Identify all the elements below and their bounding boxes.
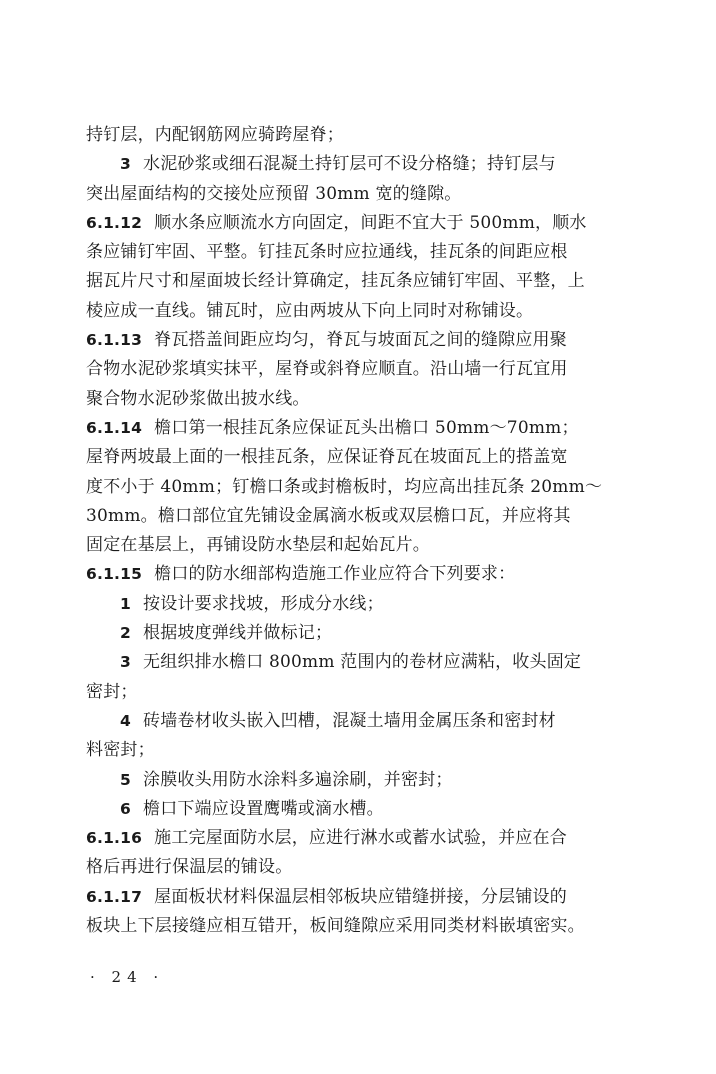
text-line bbox=[86, 678, 618, 707]
line-text: 涂膜收头用防水涂料多遍涂刷，并密封； bbox=[143, 769, 453, 790]
clause-number: 6.1.14 bbox=[86, 418, 143, 437]
clause-number: 6.1.12 bbox=[86, 213, 143, 232]
page-number: · 24 · bbox=[90, 968, 165, 986]
line-text: 水泥砂浆或细石混凝土持钉层可不设分格缝；持钉层与 bbox=[143, 154, 556, 175]
text-line bbox=[86, 180, 618, 209]
line-text: 施工完屋面防水层，应进行淋水或蓄水试验，并应在合 bbox=[154, 828, 567, 849]
item-number: 5 bbox=[120, 770, 131, 789]
line-text: 棱应成一直线。铺瓦时，应由两坡从下向上同时对称铺设。 bbox=[86, 300, 534, 321]
text-line bbox=[86, 531, 618, 560]
line-text: 持钉层，内配钢筋网应骑跨屋脊； bbox=[86, 125, 344, 145]
text-line bbox=[86, 414, 618, 443]
item-number: 3 bbox=[120, 653, 131, 672]
text-line bbox=[86, 443, 618, 472]
text-line bbox=[86, 883, 618, 912]
line-text: 顺水条应顺流水方向固定，间距不宜大于 500mm，顺水 bbox=[154, 212, 587, 233]
line-text: 30mm。檐口部位宜先铺设金属滴水板或双层檐口瓦，并应将其 bbox=[86, 505, 571, 526]
text-line bbox=[86, 385, 618, 414]
item-number: 6 bbox=[120, 799, 131, 818]
line-text: 格后再进行保温层的铺设。 bbox=[86, 857, 293, 878]
line-text: 固定在基层上，再铺设防水垫层和起始瓦片。 bbox=[86, 535, 430, 556]
text-line bbox=[86, 736, 618, 765]
line-text: 板块上下层接缝应相互错开，板间缝隙应采用同类材料嵌填密实。 bbox=[86, 916, 585, 937]
clause-number: 6.1.13 bbox=[86, 331, 143, 350]
line-text: 屋面板状材料保温层相邻板块应错缝拼接，分层铺设的 bbox=[154, 886, 567, 907]
line-text: 据瓦片尺寸和屋面坡长经计算确定，挂瓦条应铺钉牢固、平整，上 bbox=[86, 271, 585, 292]
text-line bbox=[86, 912, 618, 941]
line-text: 檐口下端应设置鹰嘴或滴水槽。 bbox=[143, 798, 384, 819]
clause-number: 6.1.15 bbox=[86, 565, 143, 584]
line-text: 按设计要求找坡，形成分水线； bbox=[143, 593, 384, 614]
text-line bbox=[86, 560, 618, 589]
line-text: 檐口的防水细部构造施工作业应符合下列要求： bbox=[154, 564, 516, 585]
line-text: 密封； bbox=[86, 681, 138, 702]
line-text: 根据坡度弹线并做标记； bbox=[143, 623, 333, 644]
line-text: 砖墙卷材收头嵌入凹槽，混凝土墙用金属压条和密封材 bbox=[143, 710, 556, 731]
line-text: 屋脊两坡最上面的一根挂瓦条，应保证脊瓦在坡面瓦上的搭盖宽 bbox=[86, 447, 568, 468]
text-line bbox=[86, 707, 618, 736]
line-text: 合物水泥砂浆填实抹平，屋脊或斜脊应顺直。沿山墙一行瓦宜用 bbox=[86, 359, 568, 380]
text-line bbox=[86, 150, 618, 179]
clause-number: 6.1.17 bbox=[86, 887, 143, 906]
text-line bbox=[86, 209, 618, 238]
line-text: 条应铺钉牢固、平整。钉挂瓦条时应拉通线，挂瓦条的间距应根 bbox=[86, 242, 568, 263]
line-text: 檐口第一根挂瓦条应保证瓦头出檐口 50mm～70mm； bbox=[154, 417, 579, 438]
line-text: 聚合物水泥砂浆做出披水线。 bbox=[86, 388, 310, 409]
line-text: 料密封； bbox=[86, 740, 155, 761]
line-text: 突出屋面结构的交接处应预留 30mm 宽的缝隙。 bbox=[86, 183, 462, 204]
text-line bbox=[86, 238, 618, 267]
text-line bbox=[86, 795, 618, 824]
text-line bbox=[86, 267, 618, 296]
text-line bbox=[86, 297, 618, 326]
text-line bbox=[86, 121, 618, 150]
text-line bbox=[86, 473, 618, 502]
text-line bbox=[86, 355, 618, 384]
text-line bbox=[86, 824, 618, 853]
text-line bbox=[86, 648, 618, 677]
line-text: 脊瓦搭盖间距应均匀，脊瓦与坡面瓦之间的缝隙应用聚 bbox=[154, 330, 567, 351]
document-body bbox=[86, 121, 618, 941]
item-number: 2 bbox=[120, 624, 131, 643]
clause-number: 6.1.16 bbox=[86, 829, 143, 848]
text-line bbox=[86, 502, 618, 531]
text-line bbox=[86, 853, 618, 882]
item-number: 1 bbox=[120, 594, 131, 613]
item-number: 3 bbox=[120, 155, 131, 174]
text-line bbox=[86, 590, 618, 619]
item-number: 4 bbox=[120, 711, 131, 730]
text-line bbox=[86, 619, 618, 648]
line-text: 无组织排水檐口 800mm 范围内的卷材应满粘，收头固定 bbox=[143, 652, 582, 673]
line-text: 度不小于 40mm；钉檐口条或封檐板时，均应高出挂瓦条 20mm～ bbox=[86, 476, 603, 497]
text-line bbox=[86, 326, 618, 355]
text-line bbox=[86, 766, 618, 795]
